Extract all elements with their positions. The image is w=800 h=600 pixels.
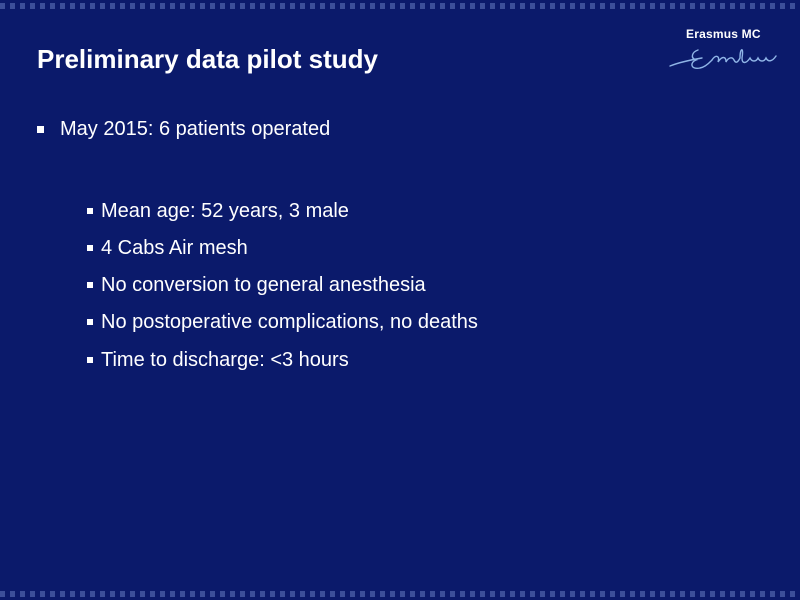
sub-bullet-item	[87, 304, 478, 341]
sub-bullet-item	[87, 229, 478, 266]
square-bullet-icon	[37, 126, 44, 133]
sub-bullet-item	[87, 192, 478, 229]
logo-text: Erasmus MC	[686, 27, 761, 41]
sub-bullet-item	[87, 267, 478, 304]
sub-bullet-text: No conversion to general anesthesia	[101, 274, 426, 297]
square-bullet-icon	[87, 245, 93, 251]
main-bullet-text: May 2015: 6 patients operated	[60, 118, 331, 140]
bottom-dashed-border	[0, 591, 800, 597]
top-dashed-border	[0, 3, 800, 9]
erasmus-mc-logo	[668, 24, 786, 74]
square-bullet-icon	[87, 208, 93, 214]
sub-bullet-text: No postoperative complications, no deaths	[101, 311, 478, 334]
sub-bullet-item	[87, 341, 478, 378]
erasmus-signature-icon	[668, 40, 786, 74]
slide-title: Preliminary data pilot study	[37, 44, 378, 74]
square-bullet-icon	[87, 319, 93, 325]
main-bullet	[37, 117, 330, 141]
sub-bullet-text: 4 Cabs Air mesh	[101, 236, 248, 259]
square-bullet-icon	[87, 282, 93, 288]
sub-bullet-text: Mean age: 52 years, 3 male	[101, 199, 349, 222]
square-bullet-icon	[87, 357, 93, 363]
sub-bullet-text: Time to discharge: <3 hours	[101, 348, 349, 371]
sub-bullet-list	[87, 192, 478, 378]
